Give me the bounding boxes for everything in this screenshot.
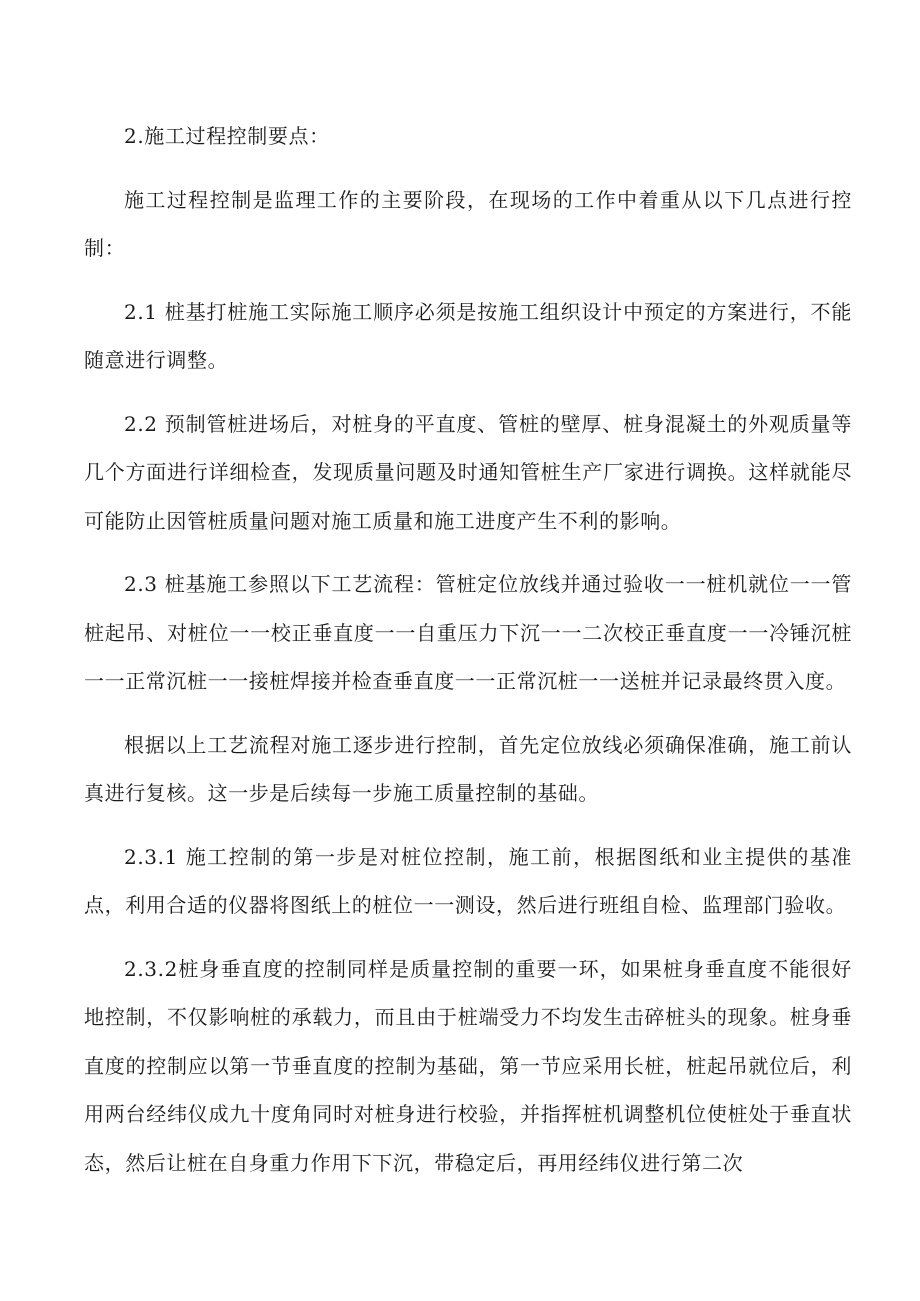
paragraph-2-3-2: 2.3.2桩身垂直度的控制同样是质量控制的重要一环，如果桩身垂直度不能很好地控制，不仅影响桩的承载力，而且由于桩端受力不均发生击碎桩头的现象。桩身垂直度的控制应以第一节垂直度的控制为基础，第一节应采用长桩，桩起吊就位后，利用两台经纬仪成九十度角同时对桩身进行校验，并指挥桩机调整机位使桩处于垂直状态，然后让桩在自身重力作用下下沉，带稳定后，再用经纬仪进行第二次 [84, 956, 852, 1175]
paragraph-2-1: 2.1 桩基打桩施工实际施工顺序必须是按施工组织设计中预定的方案进行，不能随意进行调整。 [84, 299, 852, 372]
section-heading: 2.施工过程控制要点： [124, 124, 330, 148]
paragraph-2-2: 2.2 预制管桩进场后，对桩身的平直度、管桩的壁厚、桩身混凝土的外观质量等几个方面进行详细检查，发现质量问题及时通知管桩生产厂家进行调换。这样就能尽可能防止因管桩质量问题对施工质量和施工进度产生不利的影响。 [84, 411, 852, 533]
document-body [84, 112, 852, 1202]
paragraph-intro: 施工过程控制是监理工作的主要阶段，在现场的工作中着重从以下几点进行控制： [84, 187, 852, 260]
paragraph-2-3-1: 2.3.1 施工控制的第一步是对桩位控制，施工前，根据图纸和业主提供的基准点，利用合适的仪器将图纸上的桩位一一测设，然后进行班组自检、监理部门验收。 [84, 844, 852, 917]
paragraph-2-3: 2.3 桩基施工参照以下工艺流程：管桩定位放线并通过验收一一桩机就位一一管桩起吊、对桩位一一校正垂直度一一自重压力下沉一一二次校正垂直度一一冷锤沉桩一一正常沉桩一一接桩焊接并检查垂直度一一正常沉桩一一送桩并记录最终贯入度。 [84, 572, 852, 693]
paragraph-process-control: 根据以上工艺流程对施工逐步进行控制，首先定位放线必须确保准确，施工前认真进行复核。这一步是后续每一步施工质量控制的基础。 [84, 732, 852, 805]
